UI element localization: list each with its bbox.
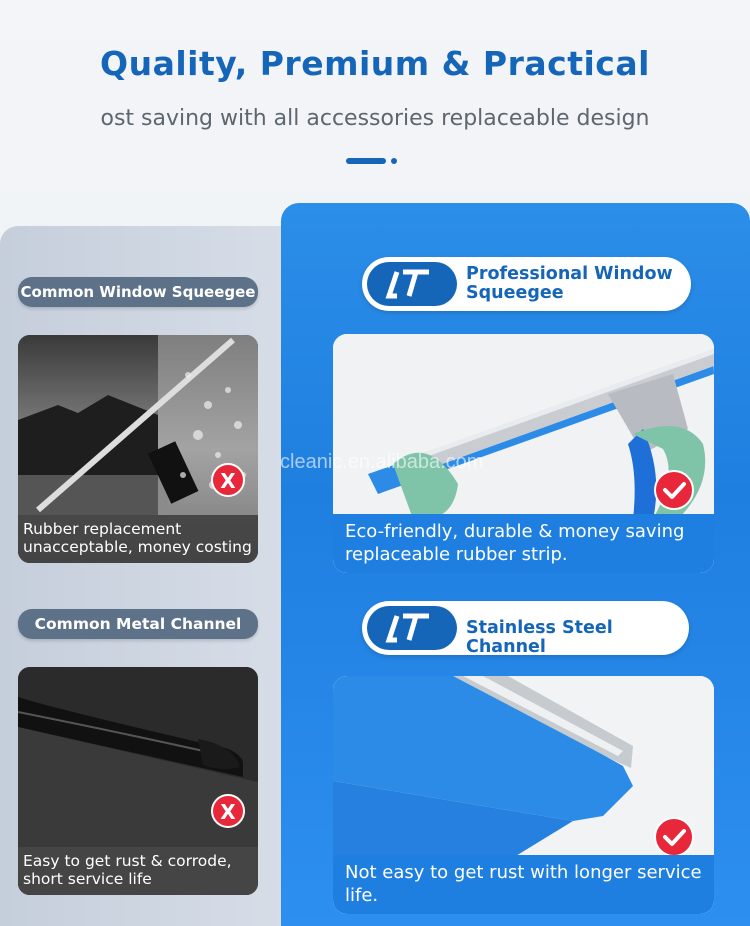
reject-x-icon: X [211, 463, 245, 497]
brand-logo-icon [367, 262, 457, 306]
professional-channel-label: Stainless Steel Channel [466, 618, 613, 657]
common-squeegee-caption: Rubber replacement unacceptable, money costing [18, 515, 258, 563]
common-squeegee-card [18, 335, 258, 563]
approve-check-icon [654, 470, 694, 510]
professional-squeegee-label: Professional Window Squeegee [466, 264, 673, 303]
professional-channel-label-pill [362, 601, 689, 655]
title-divider [346, 158, 386, 164]
common-channel-card [18, 667, 258, 895]
watermark: cleanic.en.alibaba.com [280, 451, 484, 473]
brand-logo-icon [367, 606, 457, 650]
reject-x-icon: X [211, 794, 245, 828]
professional-squeegee-caption: Eco-friendly, durable & money saving replaceable rubber strip. [333, 514, 714, 573]
common-squeegee-label: Common Window Squeegee [18, 277, 258, 307]
approve-check-icon [654, 817, 694, 857]
professional-channel-card [333, 676, 714, 914]
common-channel-caption: Easy to get rust & corrode, short service life [18, 847, 258, 895]
page-subtitle: ost saving with all accessories replaceable design [100, 106, 650, 131]
page-title: Quality, Premium & Practical [100, 44, 650, 83]
common-channel-label: Common Metal Channel [18, 609, 258, 639]
professional-squeegee-label-pill [362, 257, 691, 311]
title-divider-dot [391, 158, 397, 164]
professional-channel-caption: Not easy to get rust with longer service life. [333, 855, 714, 914]
